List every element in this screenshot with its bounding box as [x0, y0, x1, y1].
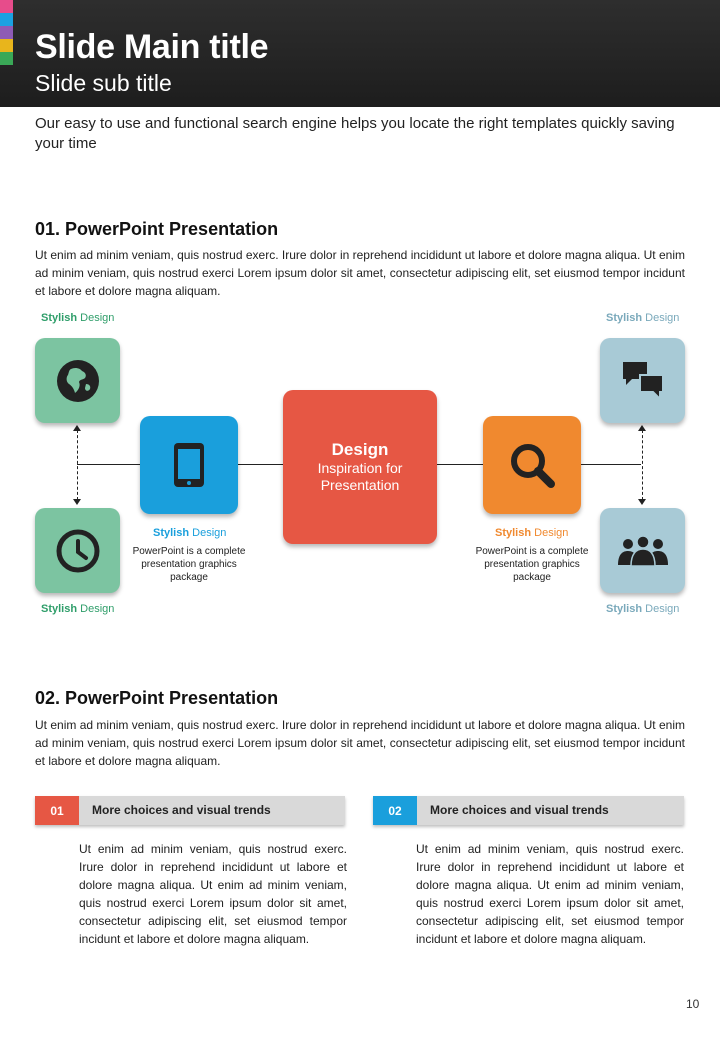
stripe-yellow — [0, 39, 13, 52]
center-design-tile — [283, 390, 437, 544]
center-title: Design — [331, 440, 389, 459]
search-tile — [483, 416, 581, 514]
clock-tile — [35, 508, 120, 593]
label-bold: Stylish — [606, 603, 643, 615]
chat-tile — [600, 338, 685, 423]
section2-title: 02. PowerPoint Presentation — [35, 688, 279, 708]
stripe-pink — [0, 0, 13, 13]
mobile-icon — [172, 441, 206, 489]
column1-heading: More choices and visual trends — [92, 803, 271, 817]
slide-sub-title: Slide sub title — [35, 70, 172, 96]
chat-icon — [620, 359, 666, 403]
clock-icon — [55, 528, 101, 574]
column2-text: Ut enim ad minim veniam, quis nostrud exerc. Irure dolor in reprehend incididunt ut labore et dolore magna aliqua. Ut enim ad minim veniam, quis nostrud exerci Lorem ipsum dolor sit amet, consectetur adipiscing elit, set eiusmod tempor incidunt et labore et dolore magna aliquam. — [416, 842, 684, 946]
people-tile — [600, 508, 685, 593]
stripe-purple — [0, 26, 13, 39]
label-bold: Stylish — [41, 603, 78, 615]
stripe-blue — [0, 13, 13, 26]
globe-icon — [55, 358, 101, 404]
mobile-tile — [140, 416, 238, 514]
center-line1: Inspiration for — [317, 460, 403, 476]
color-stripes — [0, 0, 13, 65]
column2-number: 02 — [373, 796, 417, 825]
label-light: Design — [534, 527, 569, 539]
label-top-right — [606, 312, 679, 324]
label-search — [495, 527, 568, 539]
label-bold: Stylish — [495, 527, 532, 539]
arrow-down-right — [638, 499, 646, 505]
label-light: Design — [645, 603, 680, 615]
dashed-connector-right — [642, 430, 643, 500]
label-bold: Stylish — [606, 312, 643, 324]
label-bottom-left — [41, 603, 114, 615]
label-light: Design — [192, 527, 227, 539]
search-desc: PowerPoint is a complete presentation graphics package — [475, 546, 589, 583]
dashed-connector-left — [77, 430, 78, 500]
label-light: Design — [645, 312, 680, 324]
slide-main-title: Slide Main title — [35, 28, 269, 66]
label-bold: Stylish — [153, 527, 190, 539]
label-light: Design — [80, 603, 115, 615]
column2-header-bar — [373, 796, 684, 825]
search-icon — [507, 440, 557, 490]
people-icon — [616, 535, 670, 567]
globe-tile — [35, 338, 120, 423]
arrow-up-right — [638, 425, 646, 431]
column2-heading: More choices and visual trends — [430, 803, 609, 817]
column1-number: 01 — [35, 796, 79, 825]
label-bold: Stylish — [41, 312, 78, 324]
mobile-desc: PowerPoint is a complete presentation graphics package — [132, 546, 246, 583]
label-bottom-right — [606, 603, 679, 615]
arrow-down-left — [73, 499, 81, 505]
column1-header-bar — [35, 796, 345, 825]
section1-title: 01. PowerPoint Presentation — [35, 219, 279, 239]
section2-body: Ut enim ad minim veniam, quis nostrud exerc. Irure dolor in reprehend incididunt ut labore et dolore magna aliqua. Ut enim ad minim veniam, quis nostrud exerci Lorem ipsum dolor sit amet, consectetur adipiscing elit, set eiusmod tempor incidunt et labore et dolore magna aliquam. — [35, 718, 685, 768]
header-banner — [0, 0, 720, 107]
section1-body: Ut enim ad minim veniam, quis nostrud exerc. Irure dolor in reprehend incididunt ut labore et dolore magna aliqua. Ut enim ad minim veniam, quis nostrud exerci Lorem ipsum dolor sit amet, consectetur adipiscing elit, set eiusmod tempor incidunt et labore et dolore magna aliquam. — [35, 248, 685, 298]
center-line2: Presentation — [320, 477, 400, 493]
label-mobile — [153, 527, 226, 539]
intro-text: Our easy to use and functional search engine helps you locate the right templates quickly saving your time — [35, 115, 675, 152]
column1-text: Ut enim ad minim veniam, quis nostrud exerc. Irure dolor in reprehend incididunt ut labore et dolore magna aliqua. Ut enim ad minim veniam, quis nostrud exerci Lorem ipsum dolor sit amet, consectetur adipiscing elit, set eiusmod tempor incidunt et labore et dolore magna aliquam. — [79, 842, 347, 946]
stripe-green — [0, 52, 13, 65]
label-top-left — [41, 312, 114, 324]
label-light: Design — [80, 312, 115, 324]
arrow-up-left — [73, 425, 81, 431]
page-number: 10 — [686, 997, 700, 1011]
